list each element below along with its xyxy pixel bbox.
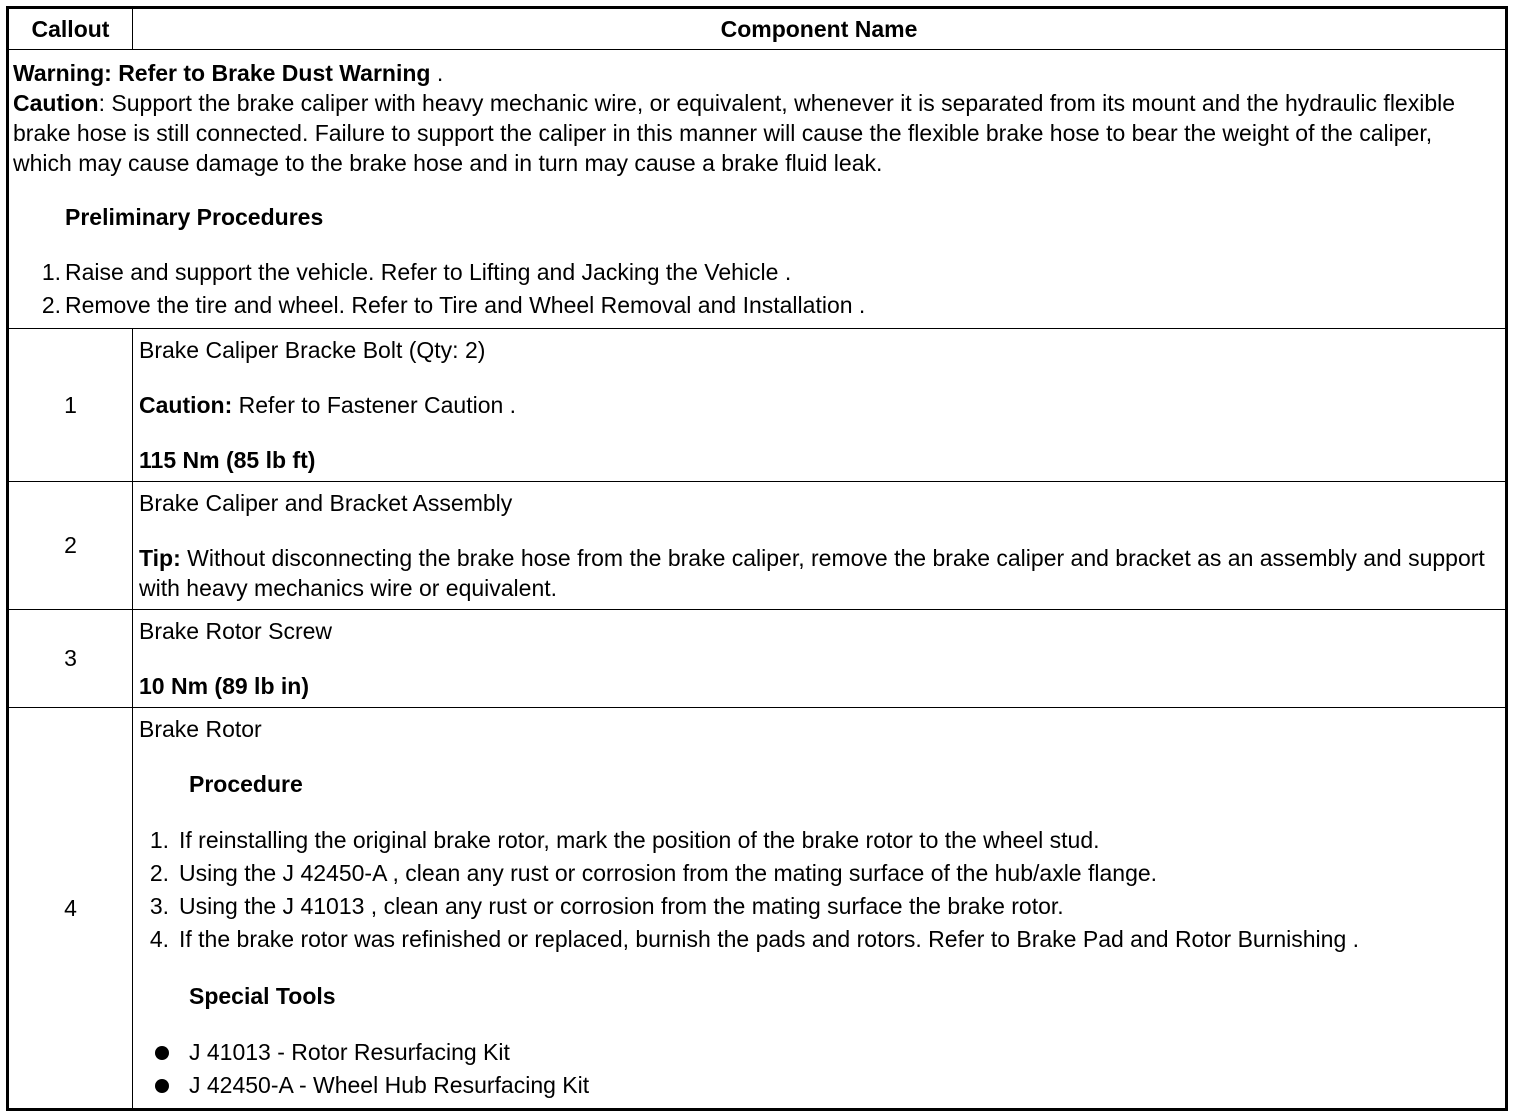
component-table [6, 6, 1508, 1111]
step-number: 1. [149, 827, 169, 853]
component-cell [133, 610, 1507, 708]
tool-text: J 41013 - Rotor Resurfacing Kit [189, 1039, 510, 1065]
step-number: 1. [41, 259, 61, 285]
caution-note [139, 390, 1497, 420]
table-header-row [8, 8, 1507, 50]
step-text: Raise and support the vehicle. Refer to Lifting and Jacking the Vehicle . [65, 259, 792, 285]
list-item [13, 256, 1497, 289]
step-number: 2. [41, 292, 61, 318]
step-number: 2. [149, 860, 169, 886]
component-cell [133, 329, 1507, 482]
callout-column-header: Callout [8, 8, 133, 50]
caution-label: Caution [13, 90, 99, 116]
warning-line [13, 58, 1497, 88]
tip-label: Tip: [139, 545, 181, 571]
torque-spec: 10 Nm (89 lb in) [139, 673, 309, 699]
caution-paragraph [13, 88, 1497, 178]
step-text: Remove the tire and wheel. Refer to Tire and Wheel Removal and Installation . [65, 292, 866, 318]
callout-number: 1 [8, 329, 133, 482]
tip-note [139, 543, 1497, 603]
component-name: Brake Rotor [139, 716, 262, 742]
component-name-column-header: Component Name [133, 8, 1507, 50]
step-text: Using the J 42450-A , clean any rust or corrosion from the mating surface of the hub/axle flange. [179, 860, 1158, 886]
procedure-steps [139, 824, 1497, 956]
component-name: Brake Rotor Screw [139, 618, 333, 644]
list-item [139, 1036, 1497, 1069]
preliminary-steps [13, 256, 1497, 322]
table-row [8, 610, 1507, 708]
step-number: 4. [149, 926, 169, 952]
bullet-icon [139, 1046, 189, 1060]
component-cell [133, 482, 1507, 610]
step-text: If reinstalling the original brake rotor, mark the position of the brake rotor to the wheel stud. [179, 827, 1100, 853]
bullet-icon [139, 1079, 189, 1093]
intro-cell [8, 50, 1507, 329]
tip-text: Without disconnecting the brake hose from the brake caliper, remove the brake caliper and bracket as an assembly and support with heavy mechanics wire or equivalent. [139, 545, 1485, 601]
warning-end: . [430, 60, 444, 86]
procedure-heading: Procedure [189, 771, 303, 797]
step-text: If the brake rotor was refinished or replaced, burnish the pads and rotors. Refer to Brake Pad and Rotor Burnishing . [179, 926, 1360, 952]
preliminary-heading: Preliminary Procedures [65, 204, 324, 230]
tool-text: J 42450-A - Wheel Hub Resurfacing Kit [189, 1072, 590, 1098]
list-item [139, 923, 1497, 956]
table-row [8, 482, 1507, 610]
table-row [8, 708, 1507, 1110]
callout-number: 2 [8, 482, 133, 610]
list-item [139, 824, 1497, 857]
list-item [139, 1069, 1497, 1102]
component-cell [133, 708, 1507, 1110]
special-tools-list [139, 1036, 1497, 1102]
caution-text: Refer to Fastener Caution . [232, 392, 517, 418]
intro-row [8, 50, 1507, 329]
warning-link[interactable]: Refer to Brake Dust Warning [118, 60, 431, 86]
list-item [13, 289, 1497, 322]
special-tools-heading: Special Tools [189, 983, 336, 1009]
callout-number: 3 [8, 610, 133, 708]
callout-number: 4 [8, 708, 133, 1110]
caution-text: : Support the brake caliper with heavy mechanic wire, or equivalent, whenever it is separated from its mount and the hydraulic flexible brake hose is still connected. Failure to support the caliper in this manner will cause the flexible brake hose to bear the weight of the caliper, which may cause damage to the brake hose and in turn may cause a brake fluid leak. [13, 90, 1456, 176]
table-row [8, 329, 1507, 482]
list-item [139, 890, 1497, 923]
warning-label: Warning: [13, 60, 112, 86]
list-item [139, 857, 1497, 890]
caution-label: Caution: [139, 392, 233, 418]
component-name: Brake Caliper and Bracket Assembly [139, 490, 513, 516]
step-text: Using the J 41013 , clean any rust or corrosion from the mating surface the brake rotor. [179, 893, 1064, 919]
component-name: Brake Caliper Bracke Bolt (Qty: 2) [139, 337, 486, 363]
step-number: 3. [149, 893, 169, 919]
torque-spec: 115 Nm (85 lb ft) [139, 447, 316, 473]
